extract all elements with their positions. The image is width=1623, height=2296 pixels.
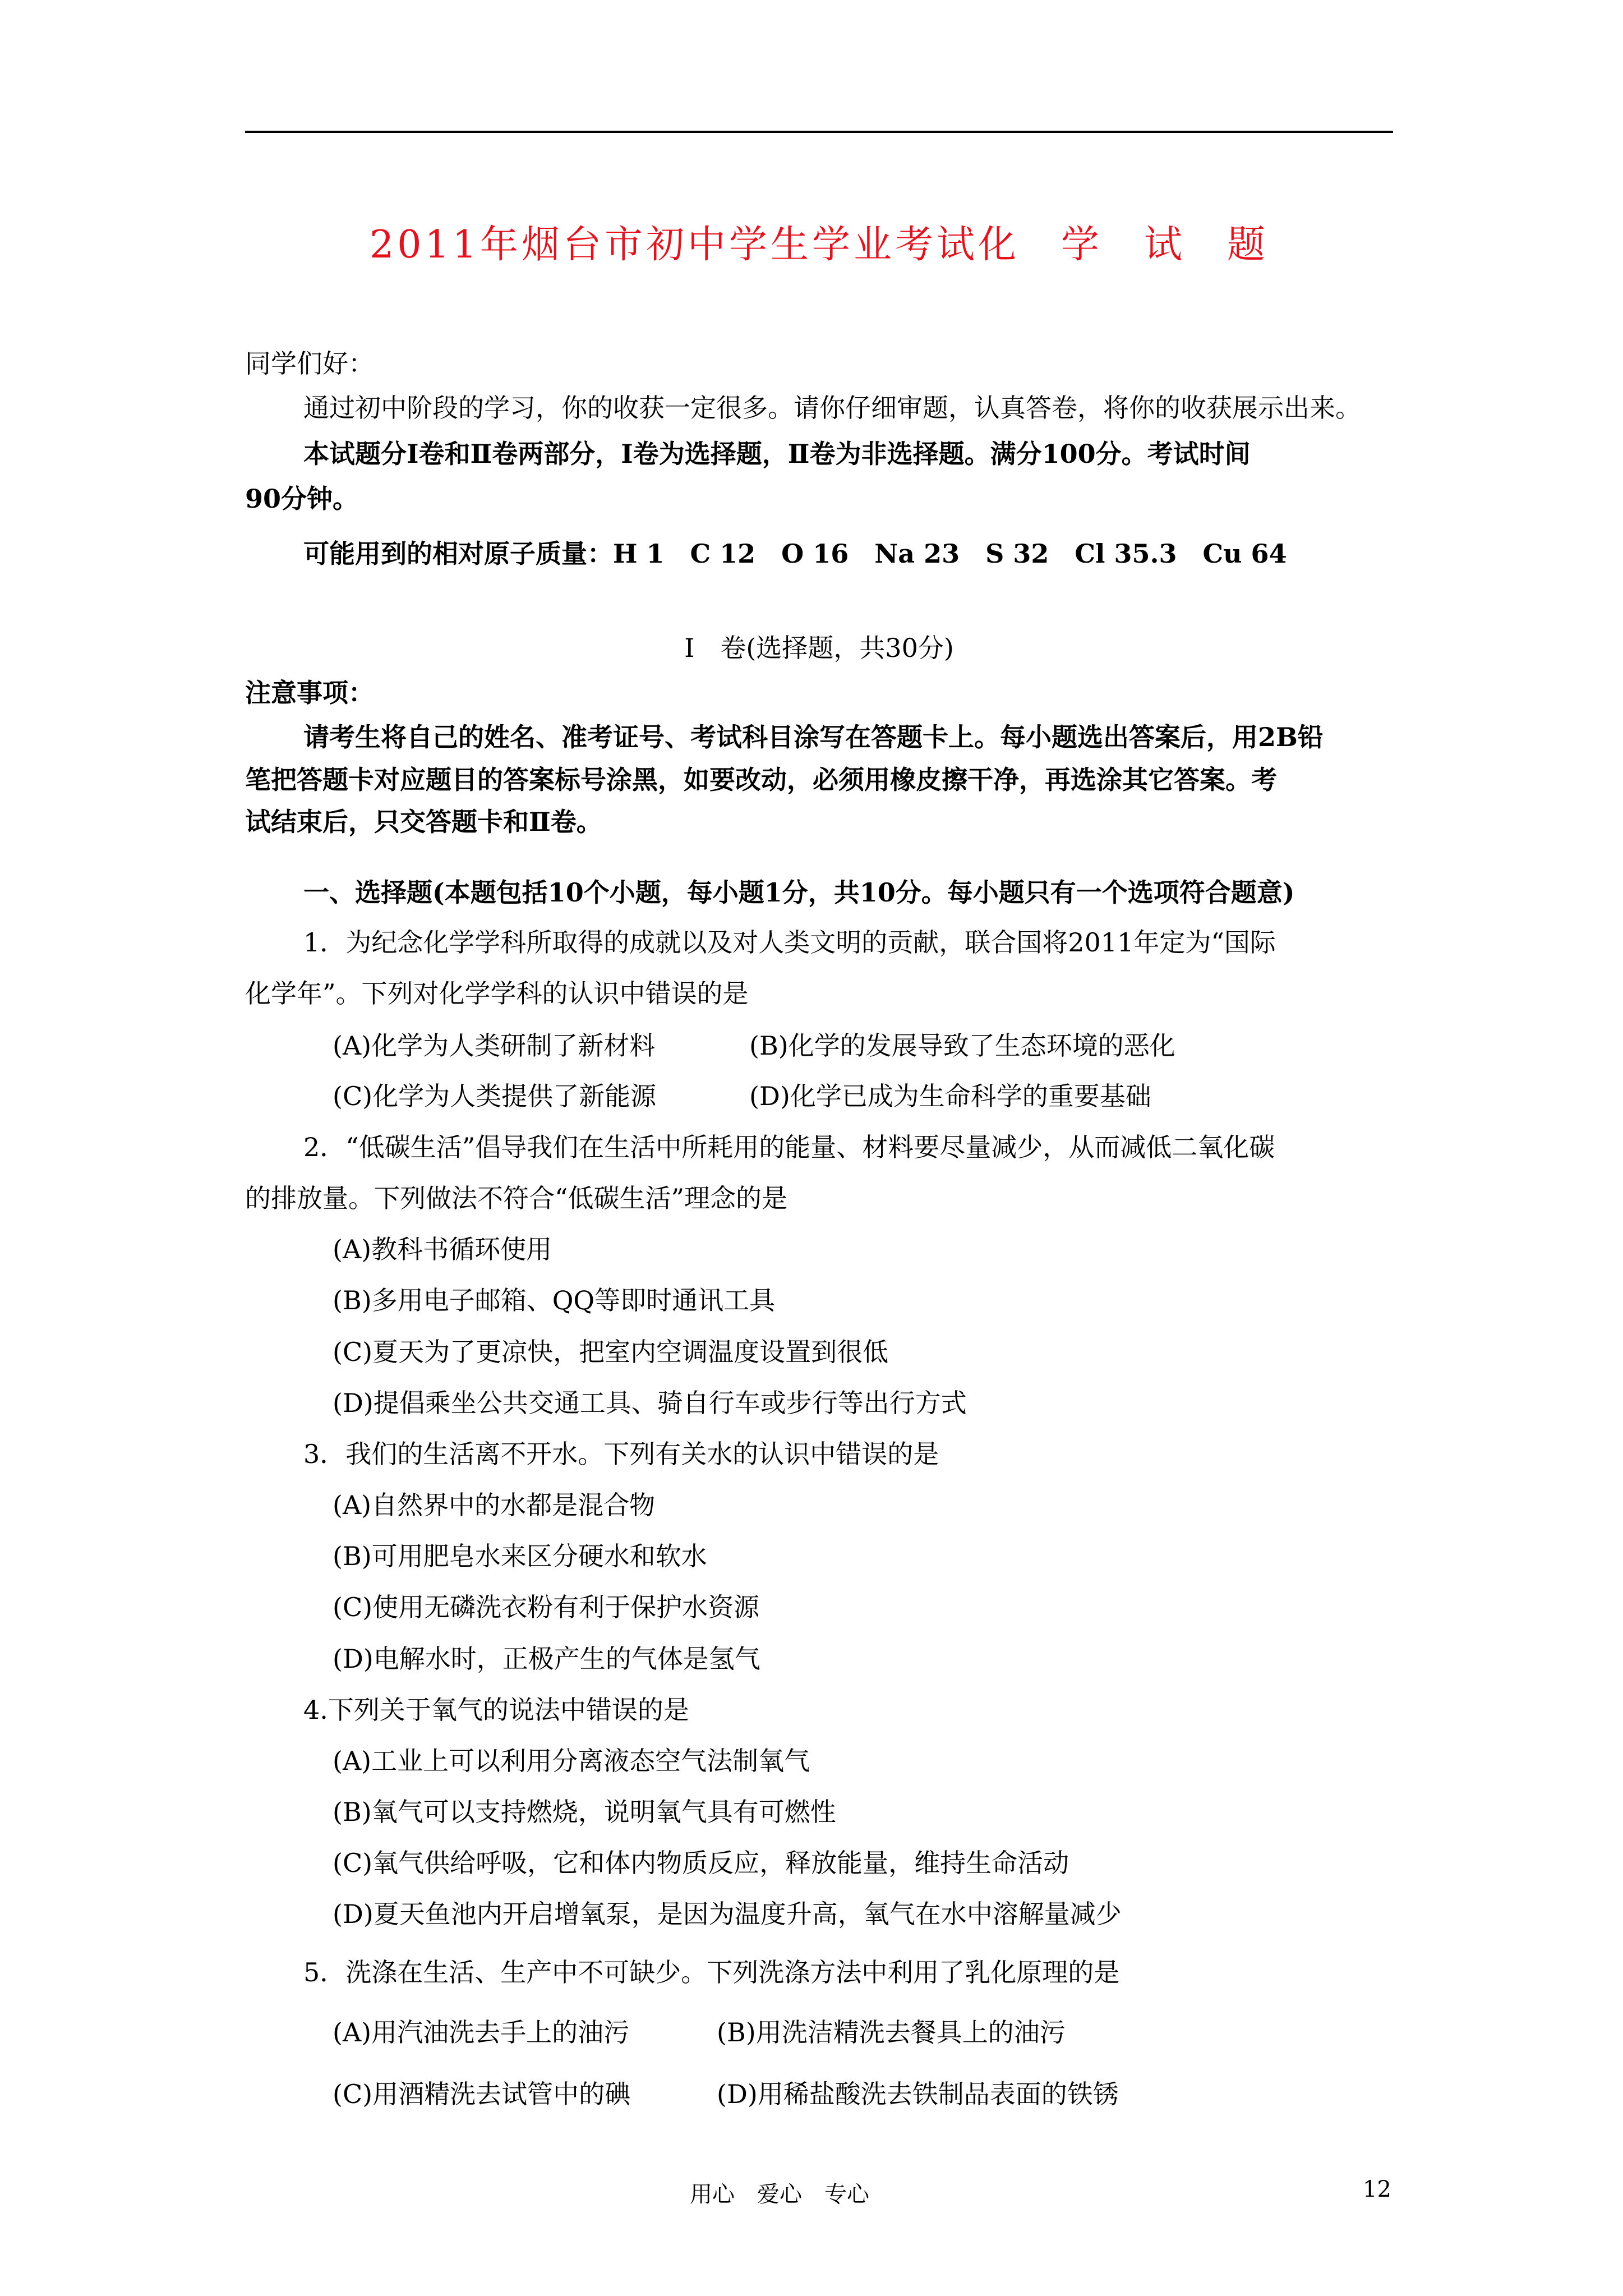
intro-line-2: 本试题分Ⅰ卷和Ⅱ卷两部分，Ⅰ卷为选择题，Ⅱ卷为非选择题。满分100分。考试时间	[303, 439, 1251, 469]
question-5-option-d: (D)用稀盐酸洗去铁制品表面的铁锈	[717, 2079, 1119, 2109]
question-5-option-a: (A)用汽油洗去手上的油污	[333, 2017, 630, 2047]
notes-line-1: 请考生将自己的姓名、准考证号、考试科目涂写在答题卡上。每小题选出答案后，用2B铅	[303, 722, 1324, 752]
question-3-option-d: (D)电解水时，正极产生的气体是氢气	[333, 1644, 760, 1674]
part-heading: 一、选择题(本题包括10个小题，每小题1分，共10分。每小题只有一个选项符合题意)	[303, 877, 1295, 908]
exam-title: 2011年烟台市初中学生学业考试化 学 试 题	[369, 223, 1269, 267]
intro-line-1: 通过初中阶段的学习，你的收获一定很多。请你仔细审题，认真答卷，将你的收获展示出来。	[303, 393, 1361, 423]
question-4-option-b: (B)氧气可以支持燃烧，说明氧气具有可燃性	[333, 1797, 836, 1827]
question-1-option-b: (B)化学的发展导致了生态环境的恶化	[749, 1030, 1175, 1061]
notes-title: 注意事项：	[245, 678, 374, 708]
question-3-stem: 3．我们的生活离不开水。下列有关水的认识中错误的是	[303, 1439, 939, 1469]
greeting: 同学们好：	[245, 348, 374, 379]
question-4-option-a: (A)工业上可以利用分离液态空气法制氧气	[333, 1746, 810, 1776]
question-2-option-a: (A)教科书循环使用	[333, 1234, 552, 1264]
question-5-stem: 5．洗涤在生活、生产中不可缺少。下列洗涤方法中利用了乳化原理的是	[303, 1957, 1120, 1987]
intro-line-3: 90分钟。	[245, 484, 359, 514]
question-1-option-c: (C)化学为人类提供了新能源	[333, 1081, 657, 1111]
atomic-masses: 可能用到的相对原子质量：H 1 C 12 O 16 Na 23 S 32 Cl 35.3 Cu 64	[303, 539, 1287, 569]
question-2-option-b: (B)多用电子邮箱、QQ等即时通讯工具	[333, 1285, 776, 1315]
question-4-stem: 4.下列关于氧气的说法中错误的是	[303, 1695, 689, 1725]
question-1-option-a: (A)化学为人类研制了新材料	[333, 1030, 656, 1061]
question-2-stem-1: 2．“低碳生活”倡导我们在生活中所耗用的能量、材料要尽量减少，从而减低二氧化碳	[303, 1132, 1275, 1162]
question-5-option-c: (C)用酒精洗去试管中的碘	[333, 2079, 631, 2109]
question-1-option-d: (D)化学已成为生命科学的重要基础	[749, 1081, 1151, 1111]
question-4-option-c: (C)氧气供给呼吸，它和体内物质反应，释放能量，维持生命活动	[333, 1848, 1069, 1878]
question-3-option-a: (A)自然界中的水都是混合物	[333, 1490, 656, 1520]
question-5-option-b: (B)用洗洁精洗去餐具上的油污	[717, 2017, 1066, 2047]
notes-line-3: 试结束后，只交答题卡和Ⅱ卷。	[245, 807, 602, 837]
section-heading: Ⅰ 卷(选择题，共30分)	[684, 633, 954, 663]
header-rule	[245, 131, 1393, 133]
question-2-option-d: (D)提倡乘坐公共交通工具、骑自行车或步行等出行方式	[333, 1388, 967, 1418]
notes-line-2: 笔把答题卡对应题目的答案标号涂黑，如要改动，必须用橡皮擦干净，再选涂其它答案。考	[245, 765, 1277, 795]
question-4-option-d: (D)夏天鱼池内开启增氧泵，是因为温度升高，氧气在水中溶解量减少	[333, 1899, 1122, 1929]
footer-motto: 用心 爱心 专心	[690, 2182, 869, 2207]
question-3-option-b: (B)可用肥皂水来区分硬水和软水	[333, 1541, 707, 1571]
question-2-option-c: (C)夏天为了更凉快，把室内空调温度设置到很低	[333, 1337, 889, 1367]
question-1-stem-2: 化学年”。下列对化学学科的认识中错误的是	[245, 978, 749, 1009]
question-1-stem-1: 1．为纪念化学学科所取得的成就以及对人类文明的贡献，联合国将2011年定为“国际	[303, 927, 1276, 958]
question-3-option-c: (C)使用无磷洗衣粉有利于保护水资源	[333, 1592, 760, 1622]
question-2-stem-2: 的排放量。下列做法不符合“低碳生活”理念的是	[245, 1183, 788, 1213]
page-number: 12	[1363, 2177, 1391, 2202]
